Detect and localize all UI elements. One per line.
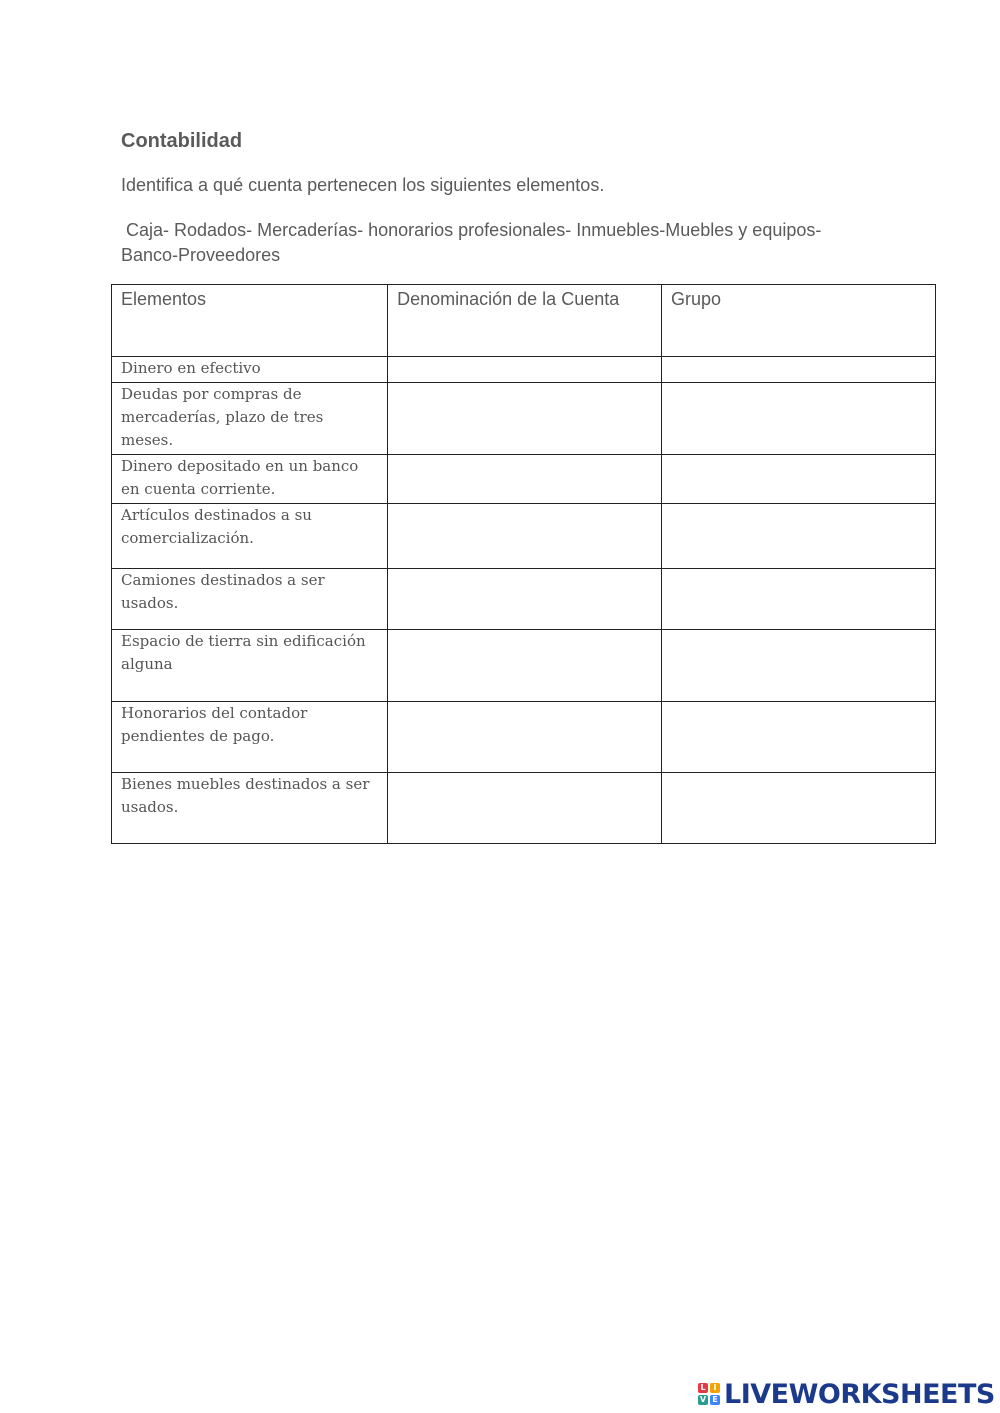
denominacion-input[interactable]	[388, 357, 662, 383]
liveworksheets-logo	[698, 1378, 995, 1410]
header-grupo: Grupo	[662, 285, 936, 357]
table-row	[112, 383, 936, 455]
table-row	[112, 569, 936, 630]
logo-letter-l: L	[698, 1383, 708, 1393]
grupo-input[interactable]	[662, 504, 936, 569]
denominacion-input[interactable]	[388, 455, 662, 504]
table-row	[112, 357, 936, 383]
table-row	[112, 504, 936, 569]
table-row	[112, 773, 936, 844]
grupo-input[interactable]	[662, 569, 936, 630]
page-title: Contabilidad	[121, 130, 243, 152]
denominacion-input[interactable]	[388, 569, 662, 630]
table-header-row	[112, 285, 936, 357]
element-label: Camiones destinados a ser usados.	[112, 569, 388, 630]
denominacion-input[interactable]	[388, 773, 662, 844]
answer-table	[111, 284, 936, 844]
grupo-input[interactable]	[662, 455, 936, 504]
element-label: Dinero en efectivo	[112, 357, 388, 383]
header-elementos: Elementos	[112, 285, 388, 357]
liveworksheets-logo-icon	[698, 1383, 720, 1405]
logo-text: LIVEWORKSHEETS	[724, 1378, 995, 1410]
table-row	[112, 702, 936, 773]
word-bank: Caja- Rodados- Mercaderías- honorarios profesionales- Inmuebles-Muebles y equipos-Banco-Proveedores	[121, 220, 822, 265]
denominacion-input[interactable]	[388, 702, 662, 773]
table-row	[112, 455, 936, 504]
grupo-input[interactable]	[662, 773, 936, 844]
grupo-input[interactable]	[662, 383, 936, 455]
element-label: Artículos destinados a su comercialización.	[112, 504, 388, 569]
element-label: Espacio de tierra sin edificación alguna	[112, 630, 388, 702]
header-denominacion: Denominación de la Cuenta	[388, 285, 662, 357]
element-label: Honorarios del contador pendientes de pago.	[112, 702, 388, 773]
denominacion-input[interactable]	[388, 630, 662, 702]
element-label: Dinero depositado en un banco en cuenta corriente.	[112, 455, 388, 504]
element-label: Bienes muebles destinados a ser usados.	[112, 773, 388, 844]
grupo-input[interactable]	[662, 357, 936, 383]
denominacion-input[interactable]	[388, 504, 662, 569]
element-label: Deudas por compras de mercaderías, plazo de tres meses.	[112, 383, 388, 455]
logo-letter-e: E	[710, 1395, 720, 1405]
logo-letter-v: V	[699, 1395, 707, 1404]
grupo-input[interactable]	[662, 702, 936, 773]
logo-letter-i: I	[710, 1383, 720, 1393]
denominacion-input[interactable]	[388, 383, 662, 455]
grupo-input[interactable]	[662, 630, 936, 702]
table-row	[112, 630, 936, 702]
instruction-text: Identifica a qué cuenta pertenecen los siguientes elementos.	[121, 175, 605, 195]
